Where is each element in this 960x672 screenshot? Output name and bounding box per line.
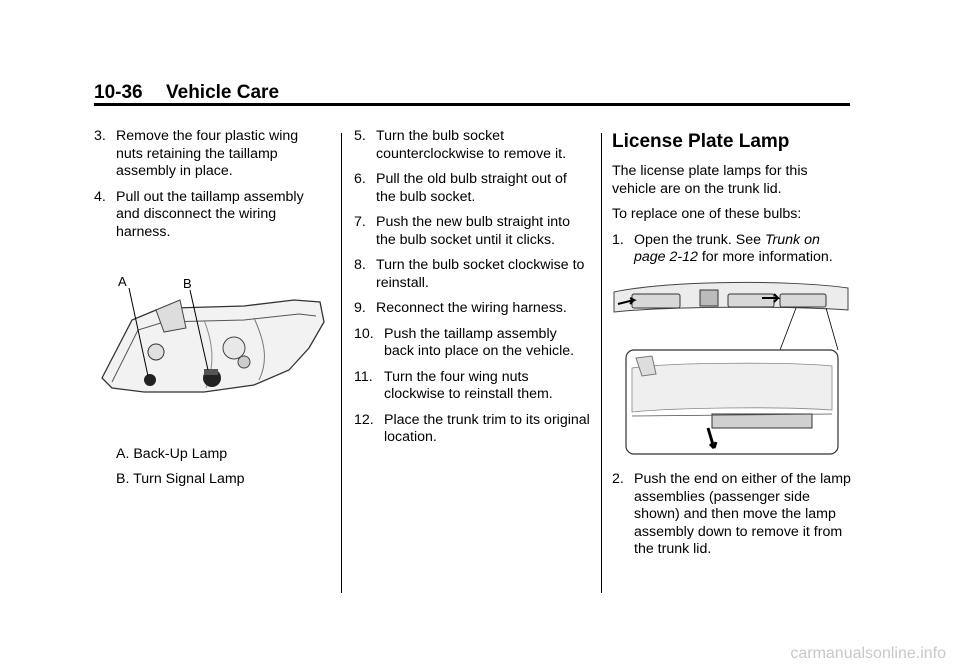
caption-b: B. Turn Signal Lamp [116, 471, 245, 487]
step-1: 1. Open the trunk. See Trunk on page 2-12 for more information. [612, 231, 833, 265]
step-12: 12. Place the trunk trim to its original location. [354, 411, 590, 445]
label-a: A [118, 274, 127, 289]
trunk-reference-link[interactable]: Trunk on page 2-12 [634, 231, 820, 265]
step-9: 9. Reconnect the wiring harness. [354, 300, 567, 316]
step-6: 6. Pull the old bulb straight out of the bulb socket. [354, 171, 567, 205]
license-plate-lamp-heading: License Plate Lamp [612, 131, 790, 152]
step-5: 5. Turn the bulb socket counterclockwise to remove it. [354, 128, 567, 162]
caption-a: A. Back-Up Lamp [116, 446, 228, 462]
step-8: 8. Turn the bulb socket clockwise to reinstall. [354, 257, 585, 291]
step-7: 7. Push the new bulb straight into the bulb socket until it clicks. [354, 214, 571, 248]
column-divider-2 [601, 133, 602, 593]
column-1 [94, 128, 324, 249]
column-divider-1 [341, 133, 342, 593]
label-b: B [183, 276, 192, 291]
intro-paragraph: The license plate lamps for this vehicle are on the trunk lid. [612, 163, 808, 197]
license-plate-lamp-illustration [612, 278, 850, 458]
watermark: carmanualsonline.info [790, 645, 946, 662]
step-10: 10. Push the taillamp assembly back into place on the vehicle. [354, 325, 575, 359]
step-2: 2. Push the end on either of the lamp assemblies (passenger side shown) and then move the lamp assembly down to remove it from the trunk lid. [612, 471, 851, 557]
header-rule [94, 103, 850, 106]
page-number: 10-36 [94, 82, 143, 103]
step-11: 11. Turn the four wing nuts clockwise to reinstall them. [354, 368, 553, 402]
column-3 [612, 128, 852, 275]
column-2 [354, 128, 590, 455]
lead-paragraph: To replace one of these bulbs: [612, 206, 802, 222]
step-3: 3. Remove the four plastic wing nuts retaining the taillamp assembly in place. [94, 128, 299, 179]
section-title: Vehicle Care [166, 82, 280, 103]
step-4: 4. Pull out the taillamp assembly and disconnect the wiring harness. [94, 188, 304, 240]
page-header [94, 82, 279, 104]
step-2-block [612, 471, 852, 567]
taillamp-illustration [94, 270, 330, 415]
